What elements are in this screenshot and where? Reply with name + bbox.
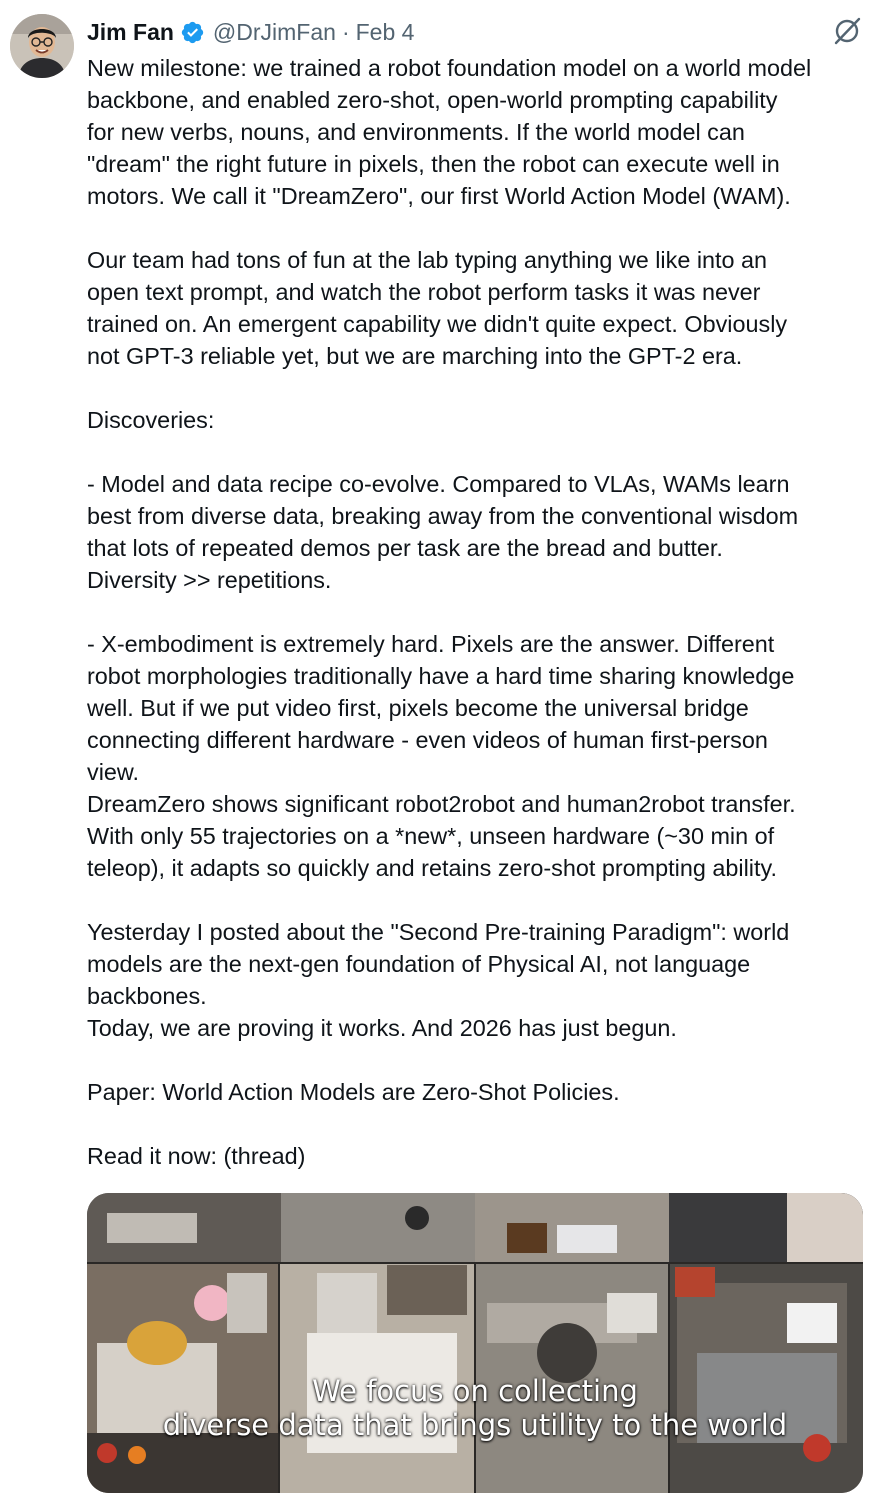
tweet-text-line: open text prompt, and watch the robot perform tasks it was never <box>87 279 761 305</box>
paragraph-gap <box>87 1108 877 1140</box>
tweet-text-line: Read it now: (thread) <box>87 1143 306 1169</box>
separator-dot: · <box>341 18 350 45</box>
avatar-image <box>10 14 74 78</box>
tweet-text-line: models are the next-gen foundation of Physical AI, not language <box>87 951 751 977</box>
tweet-text-line: backbones. <box>87 983 207 1009</box>
video-caption-line-1: We focus on collecting <box>312 1374 638 1408</box>
paragraph-gap <box>87 212 877 244</box>
paragraph-gap <box>87 436 877 468</box>
tweet-text-line: New milestone: we trained a robot foundation model on a world model <box>87 55 812 81</box>
paragraph-gap <box>87 596 877 628</box>
video-frame <box>87 1193 863 1493</box>
tweet-text-line: "dream" the right future in pixels, then the robot can execute well in <box>87 151 780 177</box>
tweet-text-line: trained on. An emergent capability we didn't quite expect. Obviously <box>87 311 788 337</box>
tweet-text-line: Yesterday I posted about the "Second Pre-training Paradigm": world <box>87 919 790 945</box>
tweet-text-line: Diversity >> repetitions. <box>87 567 332 593</box>
author-handle[interactable]: @DrJimFan <box>212 18 336 45</box>
tweet-text-line: Discoveries: <box>87 407 215 433</box>
avatar[interactable] <box>10 14 74 78</box>
paragraph-gap <box>87 1044 877 1076</box>
verified-badge-icon[interactable] <box>180 20 205 45</box>
tweet-date[interactable]: Feb 4 <box>355 18 415 45</box>
tweet-text-line: best from diverse data, breaking away from the conventional wisdom <box>87 503 799 529</box>
tweet-text-line: Paper: World Action Models are Zero-Shot Policies. <box>87 1079 620 1105</box>
paragraph-gap <box>87 884 877 916</box>
tweet-text-line: Our team had tons of fun at the lab typing anything we like into an <box>87 247 768 273</box>
tweet-text-line: that lots of repeated demos per task are the bread and butter. <box>87 535 723 561</box>
author-name[interactable]: Jim Fan <box>87 18 174 45</box>
paragraph-gap <box>87 372 877 404</box>
grok-icon[interactable] <box>832 16 862 46</box>
tweet-text-line: - X-embodiment is extremely hard. Pixels are the answer. Different <box>87 631 775 657</box>
tweet-text-line: With only 55 trajectories on a *new*, unseen hardware (~30 min of <box>87 823 775 849</box>
tweet-text-line: - Model and data recipe co-evolve. Compared to VLAs, WAMs learn <box>87 471 790 497</box>
tweet-header <box>87 16 414 48</box>
tweet-text-line: for new verbs, nouns, and environments. If the world model can <box>87 119 745 145</box>
video-player[interactable] <box>87 1193 863 1493</box>
video-caption-line-2: diverse data that brings utility to the world <box>162 1408 788 1442</box>
tweet-text-line: well. But if we put video first, pixels become the universal bridge <box>87 695 749 721</box>
tweet-text-line: backbone, and enabled zero-shot, open-world prompting capability <box>87 87 778 113</box>
tweet-text-line: not GPT-3 reliable yet, but we are marching into the GPT-2 era. <box>87 343 743 369</box>
tweet-text-line: robot morphologies traditionally have a hard time sharing knowledge <box>87 663 795 689</box>
tweet-text <box>87 52 877 1172</box>
tweet-text-line: DreamZero shows significant robot2robot and human2robot transfer. <box>87 791 796 817</box>
tweet-text-line: Today, we are proving it works. And 2026 has just begun. <box>87 1015 677 1041</box>
tweet-text-line: view. <box>87 759 140 785</box>
tweet-text-line: teleop), it adapts so quickly and retains zero-shot prompting ability. <box>87 855 777 881</box>
tweet-text-line: motors. We call it "DreamZero", our first World Action Model (WAM). <box>87 183 791 209</box>
tweet-text-line: connecting different hardware - even videos of human first-person <box>87 727 768 753</box>
